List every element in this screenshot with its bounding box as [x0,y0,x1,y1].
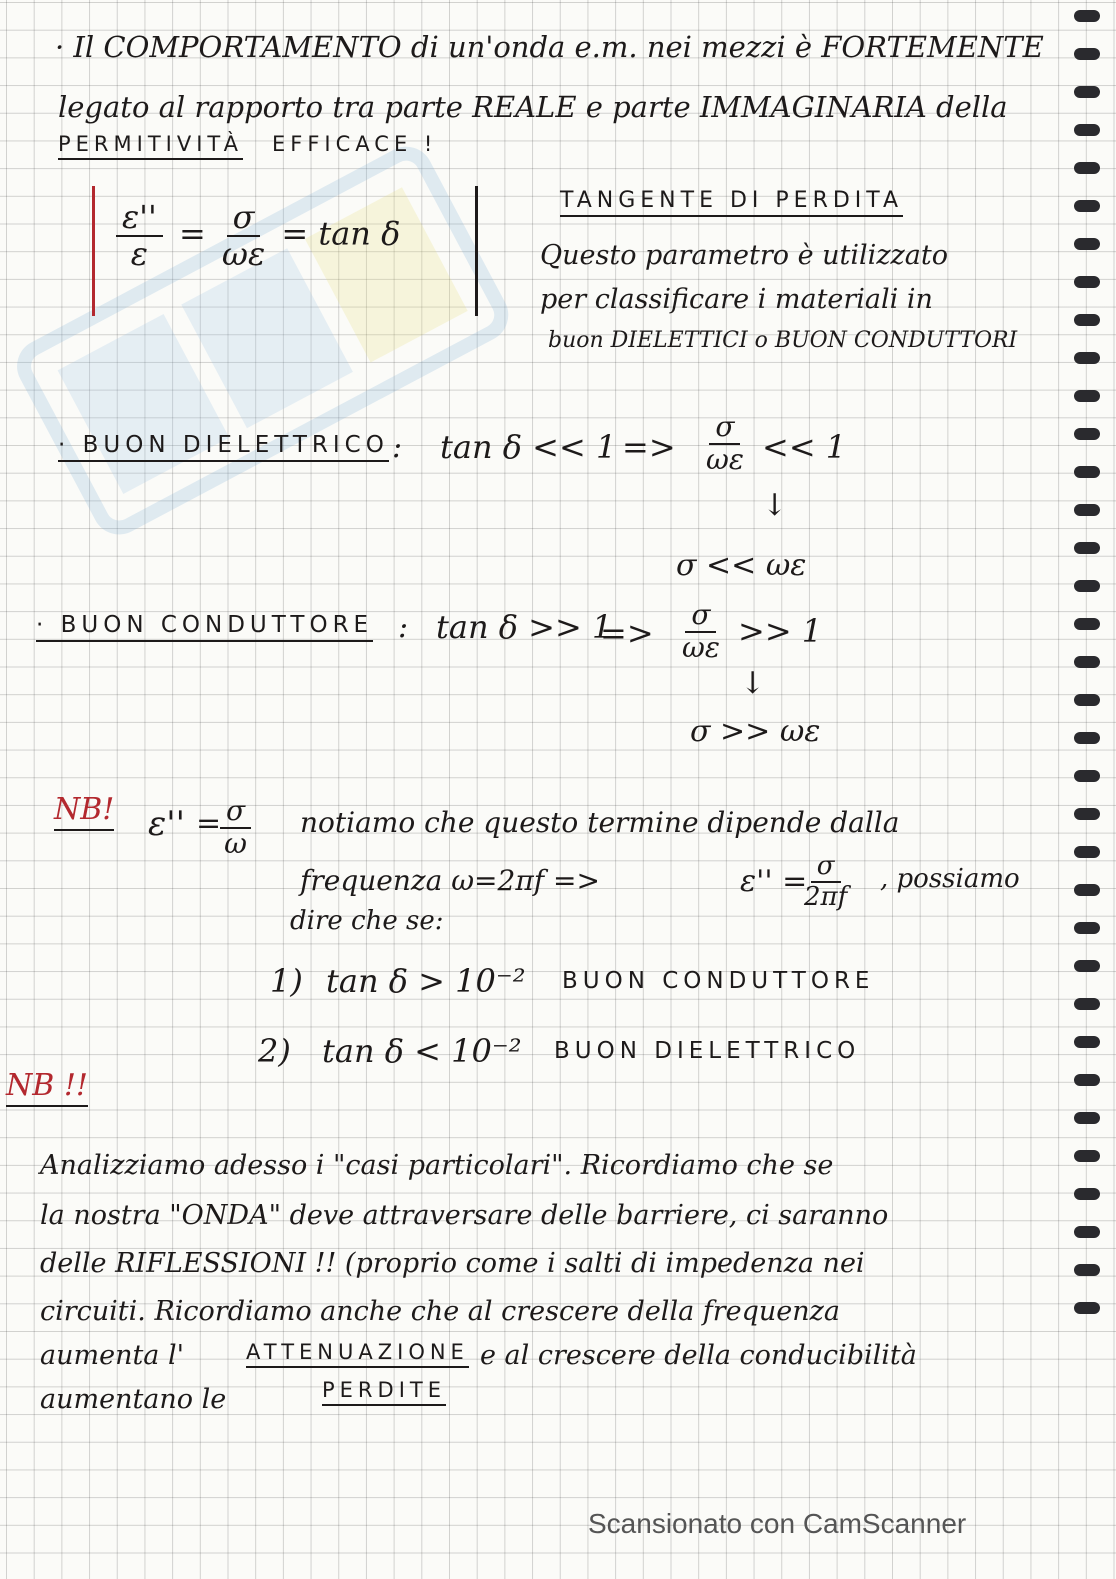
nb1-eps: ε'' [148,804,185,844]
nb2-tag: NB !! [6,1068,88,1107]
nb2-line-4: circuiti. Ricordiamo anche che al crescere della frequenza [40,1296,840,1327]
nb2-line-5c: e al crescere della conducibilità [480,1340,917,1371]
tangente-line-1: Questo parametro è utilizzato [540,240,948,271]
intro-line-1: · Il COMPORTAMENTO di un'onda e.m. nei mezzi è FORTEMENTE [55,30,1044,64]
dielettrico-condition: tan δ << 1 [440,428,617,466]
nb1-text-1: notiamo che questo termine dipende dalla [300,806,900,839]
dielettrico-num: σ [709,412,740,445]
nb1-fraction-2 [798,852,853,911]
conduttore-relation: >> 1 [738,612,823,650]
conduttore-condition: tan δ >> 1 [436,608,613,646]
formula-omega-eps: ωε [221,235,266,274]
conduttore-fraction [676,600,726,664]
nb2-line-3: delle RIFLESSIONI !! (proprio come i salti di impedenza nei [40,1248,865,1279]
dielettrico-relation: << 1 [762,428,847,466]
watermark-logo [0,89,550,601]
nb2-line-6a: aumentano le [40,1384,227,1415]
intro-line-3-efficace: EFFICACE ! [272,132,438,156]
nb1-num-2: σ [811,852,841,883]
nb1-item-1-num: 1) [270,962,303,1000]
intro-line-2: legato al rapporto tra parte REALE e parte IMMAGINARIA della [58,90,1008,124]
conduttore-den: ωε [682,630,720,664]
dielettrico-fraction [700,412,750,476]
nb1-fraction [214,796,257,860]
nb1-text-2a: frequenza ω=2πf => [300,864,600,897]
tangente-title: TANGENTE DI PERDITA [560,188,903,217]
nb2-line-5a: aumenta l' [40,1340,185,1371]
conduttore-num: σ [685,600,716,633]
nb1-item-1-cond: tan δ > 10⁻² [326,962,526,1000]
formula-eps-imag: ε'' [116,200,163,237]
dielettrico-den: ωε [706,442,744,476]
nb1-den-2: 2πf [804,881,848,912]
nb1-tag: NB! [54,792,114,831]
formula-sigma: σ [227,200,261,237]
conduttore-result: σ >> ωε [690,714,821,749]
nb1-equals: = [196,806,222,841]
nb2-line-1: Analizziamo adesso i "casi particolari". Ricordiamo che se [40,1150,834,1181]
dielettrico-label: · BUON DIELETTRICO [58,432,389,462]
nb2-line-2: la nostra "ONDA" deve attraversare delle barriere, ci saranno [40,1200,889,1231]
dielettrico-result: σ << ωε [676,548,807,583]
nb2-line-5b: ATTENUAZIONE [246,1340,469,1368]
dielettrico-colon: : [392,430,403,465]
conduttore-down-arrow: ↓ [740,666,766,701]
spiral-binding [1054,0,1116,1579]
tangente-line-2: per classificare i materiali in [540,284,933,315]
formula-eps-real: ε [130,235,148,274]
camscanner-footer: Scansionato con CamScanner [588,1508,967,1539]
formula-equals-1: = [178,214,206,253]
conduttore-colon: : [398,610,409,645]
dielettrico-down-arrow: ↓ [762,488,788,523]
nb1-item-2-num: 2) [258,1032,291,1070]
nb1-text-2c: , possiamo [880,864,1020,894]
formula-loss-tangent [110,200,400,272]
formula-equals-2: = [281,214,309,253]
nb1-item-2-label: BUON DIELETTRICO [554,1038,861,1064]
nb1-item-2-cond: tan δ < 10⁻² [322,1032,522,1070]
nb1-text-2b: ε'' = [740,864,808,899]
nb1-den: ω [224,826,247,860]
tangente-line-3: buon DIELETTICI o BUON CONDUTTORI [548,328,1018,353]
nb1-num: σ [220,796,251,829]
nb2-line-6b: PERDITE [322,1378,446,1406]
nb1-text-3: dire che se: [290,906,444,936]
conduttore-label: · BUON CONDUTTORE [36,612,373,642]
formula-tan-delta: tan δ [318,214,401,253]
intro-line-3-permittivity: PERMITIVITÀ [58,132,243,160]
nb1-item-1-label: BUON CONDUTTORE [562,968,875,994]
dielettrico-arrow: => [622,428,676,466]
conduttore-arrow: => [600,614,654,652]
